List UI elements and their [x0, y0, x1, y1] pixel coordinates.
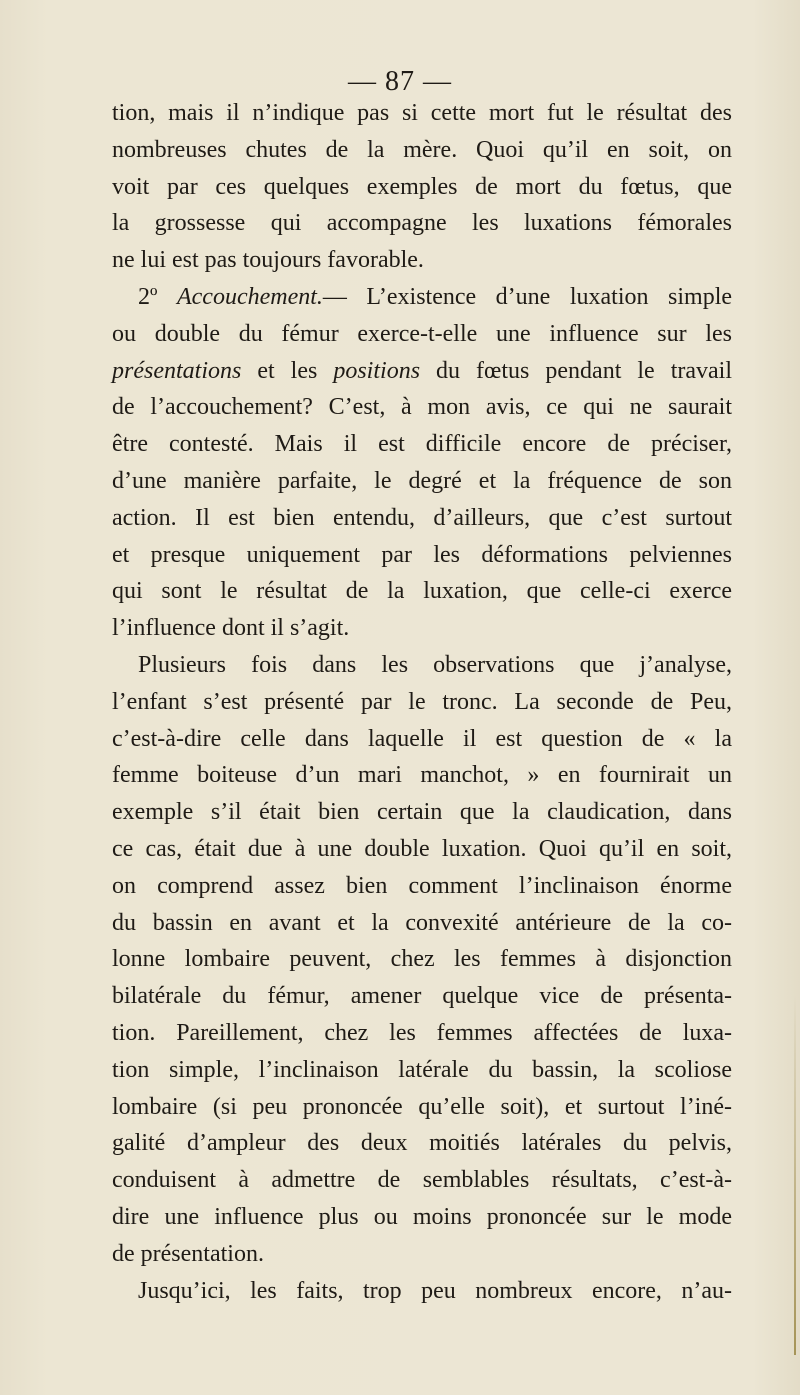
text-line: galité d’ampleur des deux moitiés latérales du pelvis, [112, 1130, 732, 1157]
text-line: être contesté. Mais il est difficile encore de préciser, [112, 431, 732, 458]
text-line: d’une manière parfaite, le degré et la fréquence de son [112, 467, 732, 494]
text-line: qui sont le résultat de la luxation, que celle-ci exerce [112, 578, 732, 605]
text-line: conduisent à admettre de semblables résultats, c’est-à- [112, 1167, 732, 1194]
section-heading-rest: — L’existence d’une luxation simple [322, 283, 733, 310]
term-presentations: présentations [112, 357, 242, 384]
text-line: femme boiteuse d’un mari manchot, » en fournirait un [112, 762, 732, 789]
term-positions: positions [333, 357, 421, 384]
text-line: tion. Pareillement, chez les femmes affectées de luxa- [112, 1019, 732, 1046]
text-line: on comprend assez bien comment l’inclinaison énorme [112, 872, 732, 899]
text-line: Jusqu’ici, les faits, trop peu nombreux encore, n’au- [138, 1277, 732, 1304]
text-line: c’est-à-dire celle dans laquelle il est question de « la [112, 725, 732, 752]
text-line: dire une influence plus ou moins prononcée sur le mode [112, 1203, 732, 1230]
text-line: exemple s’il était bien certain que la claudication, dans [112, 799, 732, 826]
text-fragment: du fœtus pendant le travail [420, 357, 732, 384]
text-line: lombaire (si peu prononcée qu’elle soit), et surtout l’iné- [112, 1093, 732, 1120]
text-line: du bassin en avant et la convexité antérieure de la co- [112, 909, 732, 936]
text-line: tion simple, l’inclinaison latérale du bassin, la scoliose [112, 1056, 732, 1083]
text-line: et presque uniquement par les déformations pelviennes [112, 541, 732, 568]
section-heading-line [112, 279, 732, 316]
body-text [112, 95, 732, 1309]
text-fragment: et les [241, 357, 334, 384]
text-line: ce cas, était due à une double luxation. Quoi qu’il en soit, [112, 835, 732, 862]
text-line: nombreuses chutes de la mère. Quoi qu’il en soit, on [112, 136, 732, 163]
text-line: tion, mais il n’indique pas si cette mort fut le résultat des [112, 100, 732, 126]
text-line: lonne lombaire peuvent, chez les femmes à disjonction [112, 946, 732, 973]
page-edge-stain [794, 995, 796, 1355]
text-line: de présentation. [112, 1240, 264, 1267]
text-line: ou double du fémur exerce-t-elle une influence sur les [112, 320, 732, 347]
text-line: l’influence dont il s’agit. [112, 615, 350, 642]
text-line: la grossesse qui accompagne les luxations fémorales [112, 210, 732, 237]
page-number: — 87 — [348, 66, 452, 97]
section-number: 2º [138, 283, 158, 310]
text-line: ne lui est pas toujours favorable. [112, 247, 424, 274]
text-line: action. Il est bien entendu, d’ailleurs, que c’est surtout [112, 504, 732, 531]
section-heading: Accouchement. [176, 283, 323, 310]
text-line: bilatérale du fémur, amener quelque vice de présenta- [112, 983, 732, 1010]
text-line: l’enfant s’est présenté par le tronc. La seconde de Peu, [112, 688, 732, 715]
text-line: de l’accouchement? C’est, à mon avis, ce qui ne saurait [112, 394, 732, 421]
text-line: voit par ces quelques exemples de mort du fœtus, que [112, 173, 732, 200]
text-line-italic-terms [112, 353, 732, 390]
text-line: Plusieurs fois dans les observations que j’analyse, [138, 651, 732, 678]
